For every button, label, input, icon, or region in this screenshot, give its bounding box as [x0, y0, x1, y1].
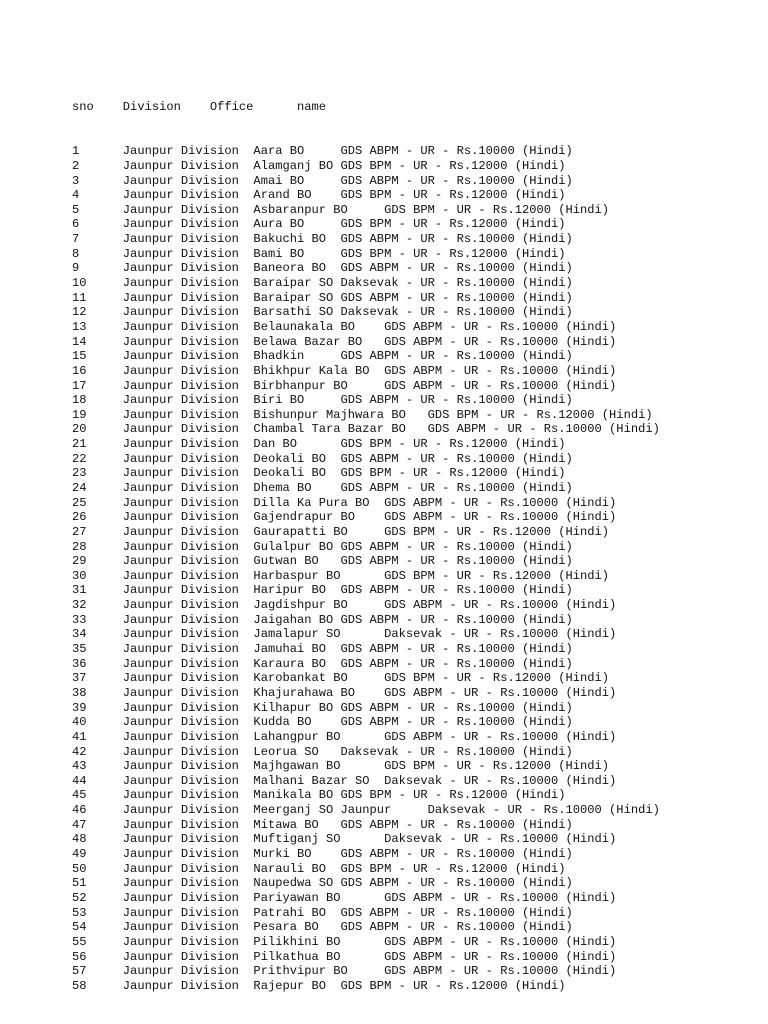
table-row: 28 Jaunpur Division Gulalpur BO GDS ABPM - UR - Rs.10000 (Hindi)	[72, 539, 573, 554]
table-row: 9 Jaunpur Division Baneora BO GDS ABPM - UR - Rs.10000 (Hindi)	[72, 261, 573, 276]
table-row: 49 Jaunpur Division Murki BO GDS ABPM - UR - Rs.10000 (Hindi)	[72, 847, 573, 862]
table-row: 55 Jaunpur Division Pilikhini BO GDS ABPM - UR - Rs.10000 (Hindi)	[72, 934, 617, 949]
table-row: 11 Jaunpur Division Baraipar SO GDS ABPM - UR - Rs.10000 (Hindi)	[72, 290, 573, 305]
table-body	[72, 144, 660, 993]
table-row: 5 Jaunpur Division Asbaranpur BO GDS BPM - UR - Rs.12000 (Hindi)	[72, 202, 610, 217]
table-row: 18 Jaunpur Division Biri BO GDS ABPM - UR - Rs.10000 (Hindi)	[72, 393, 573, 408]
table-row: 24 Jaunpur Division Dhema BO GDS ABPM - UR - Rs.10000 (Hindi)	[72, 481, 573, 495]
table-row: 26 Jaunpur Division Gajendrapur BO GDS ABPM - UR - Rs.10000 (Hindi)	[72, 510, 617, 525]
table-row: 57 Jaunpur Division Prithvipur BO GDS ABPM - UR - Rs.10000 (Hindi)	[72, 964, 617, 979]
table-row: 13 Jaunpur Division Belaunakala BO GDS ABPM - UR - Rs.10000 (Hindi)	[72, 319, 617, 334]
table-row: 21 Jaunpur Division Dan BO GDS BPM - UR - Rs.12000 (Hindi)	[72, 437, 566, 452]
table-row: 8 Jaunpur Division Bami BO GDS BPM - UR - Rs.12000 (Hindi)	[72, 246, 566, 261]
table-row: 15 Jaunpur Division Bhadkin GDS ABPM - UR - Rs.10000 (Hindi)	[72, 349, 573, 364]
table-row: 33 Jaunpur Division Jaigahan BO GDS ABPM - UR - Rs.10000 (Hindi)	[72, 612, 573, 627]
table-row: 51 Jaunpur Division Naupedwa SO GDS ABPM - UR - Rs.10000 (Hindi)	[72, 876, 573, 891]
table-row: 42 Jaunpur Division Leorua SO Daksevak - UR - Rs.10000 (Hindi)	[72, 744, 573, 759]
table-row: 40 Jaunpur Division Kudda BO GDS ABPM - UR - Rs.10000 (Hindi)	[72, 715, 573, 730]
table-row: 22 Jaunpur Division Deokali BO GDS ABPM - UR - Rs.10000 (Hindi)	[72, 451, 573, 466]
table-row: 7 Jaunpur Division Bakuchi BO GDS ABPM - UR - Rs.10000 (Hindi)	[72, 232, 573, 247]
table-row: 37 Jaunpur Division Karobankat BO GDS BPM - UR - Rs.12000 (Hindi)	[72, 671, 610, 686]
table-row: 58 Jaunpur Division Rajepur BO GDS BPM - UR - Rs.12000 (Hindi)	[72, 978, 566, 993]
table-row: 54 Jaunpur Division Pesara BO GDS ABPM - UR - Rs.10000 (Hindi)	[72, 920, 573, 935]
table-row: 19 Jaunpur Division Bishunpur Majhwara BO GDS BPM - UR - Rs.12000 (Hindi)	[72, 407, 653, 422]
table-row: 48 Jaunpur Division Muftiganj SO Daksevak - UR - Rs.10000 (Hindi)	[72, 832, 617, 847]
table-row: 53 Jaunpur Division Patrahi BO GDS ABPM - UR - Rs.10000 (Hindi)	[72, 905, 573, 920]
table-row: 31 Jaunpur Division Haripur BO GDS ABPM - UR - Rs.10000 (Hindi)	[72, 583, 573, 598]
table-header: sno Division Office name	[72, 100, 327, 115]
table-row: 43 Jaunpur Division Majhgawan BO GDS BPM - UR - Rs.12000 (Hindi)	[72, 759, 610, 774]
document-text	[72, 71, 660, 1008]
table-row: 44 Jaunpur Division Malhani Bazar SO Daksevak - UR - Rs.10000 (Hindi)	[72, 773, 617, 788]
table-row: 45 Jaunpur Division Manikala BO GDS BPM - UR - Rs.12000 (Hindi)	[72, 788, 566, 803]
table-row: 2 Jaunpur Division Alamganj BO GDS BPM - UR - Rs.12000 (Hindi)	[72, 158, 566, 173]
table-row: 16 Jaunpur Division Bhikhpur Kala BO GDS ABPM - UR - Rs.10000 (Hindi)	[72, 363, 617, 378]
table-row: 6 Jaunpur Division Aura BO GDS BPM - UR - Rs.12000 (Hindi)	[72, 217, 566, 232]
table-row: 1 Jaunpur Division Aara BO GDS ABPM - UR - Rs.10000 (Hindi)	[72, 144, 573, 159]
table-row: 39 Jaunpur Division Kilhapur BO GDS ABPM - UR - Rs.10000 (Hindi)	[72, 700, 573, 715]
table-row: 23 Jaunpur Division Deokali BO GDS BPM - UR - Rs.12000 (Hindi)	[72, 466, 566, 481]
table-row: 20 Jaunpur Division Chambal Tara Bazar BO GDS ABPM - UR - Rs.10000 (Hindi)	[72, 422, 660, 437]
table-row: 27 Jaunpur Division Gaurapatti BO GDS BPM - UR - Rs.12000 (Hindi)	[72, 524, 610, 539]
table-row: 10 Jaunpur Division Baraipar SO Daksevak - UR - Rs.10000 (Hindi)	[72, 276, 573, 291]
table-row: 50 Jaunpur Division Narauli BO GDS BPM - UR - Rs.12000 (Hindi)	[72, 861, 566, 876]
table-row: 17 Jaunpur Division Birbhanpur BO GDS ABPM - UR - Rs.10000 (Hindi)	[72, 378, 617, 393]
table-row: 12 Jaunpur Division Barsathi SO Daksevak - UR - Rs.10000 (Hindi)	[72, 305, 573, 320]
table-row: 4 Jaunpur Division Arand BO GDS BPM - UR - Rs.12000 (Hindi)	[72, 188, 566, 203]
table-row: 25 Jaunpur Division Dilla Ka Pura BO GDS ABPM - UR - Rs.10000 (Hindi)	[72, 495, 617, 510]
table-row: 29 Jaunpur Division Gutwan BO GDS ABPM - UR - Rs.10000 (Hindi)	[72, 554, 573, 569]
table-row: 47 Jaunpur Division Mitawa BO GDS ABPM - UR - Rs.10000 (Hindi)	[72, 817, 573, 832]
table-row: 56 Jaunpur Division Pilkathua BO GDS ABPM - UR - Rs.10000 (Hindi)	[72, 949, 617, 964]
table-row: 52 Jaunpur Division Pariyawan BO GDS ABPM - UR - Rs.10000 (Hindi)	[72, 890, 617, 905]
table-row: 14 Jaunpur Division Belawa Bazar BO GDS ABPM - UR - Rs.10000 (Hindi)	[72, 334, 617, 349]
table-row: 32 Jaunpur Division Jagdishpur BO GDS ABPM - UR - Rs.10000 (Hindi)	[72, 598, 617, 613]
table-row: 30 Jaunpur Division Harbaspur BO GDS BPM - UR - Rs.12000 (Hindi)	[72, 568, 610, 583]
table-row: 35 Jaunpur Division Jamuhai BO GDS ABPM - UR - Rs.10000 (Hindi)	[72, 642, 573, 657]
table-row: 46 Jaunpur Division Meerganj SO Jaunpur Daksevak - UR - Rs.10000 (Hindi)	[72, 803, 660, 818]
table-row: 3 Jaunpur Division Amai BO GDS ABPM - UR - Rs.10000 (Hindi)	[72, 173, 573, 188]
table-row: 36 Jaunpur Division Karaura BO GDS ABPM - UR - Rs.10000 (Hindi)	[72, 656, 573, 671]
table-row: 34 Jaunpur Division Jamalapur SO Daksevak - UR - Rs.10000 (Hindi)	[72, 627, 617, 642]
table-row: 41 Jaunpur Division Lahangpur BO GDS ABPM - UR - Rs.10000 (Hindi)	[72, 729, 617, 744]
table-row: 38 Jaunpur Division Khajurahawa BO GDS ABPM - UR - Rs.10000 (Hindi)	[72, 685, 617, 700]
